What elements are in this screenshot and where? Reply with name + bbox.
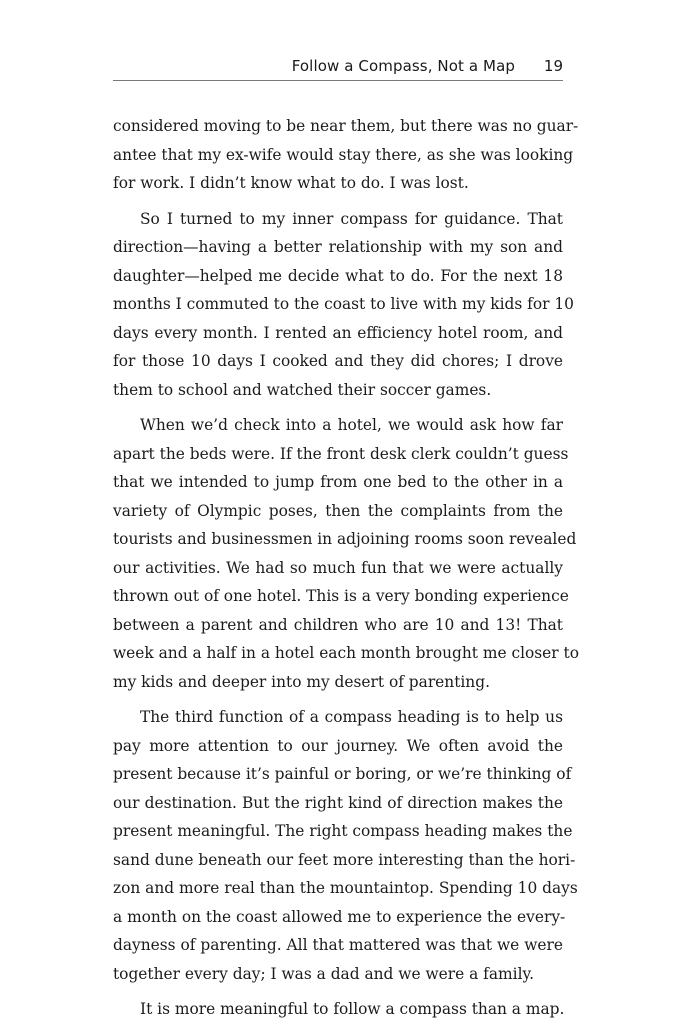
- text-line: thrown out of one hotel. This is a very bonding experience: [113, 587, 569, 605]
- text-line: When we’d check into a hotel, we would ask how far: [140, 416, 563, 434]
- text-line: for those 10 days I cooked and they did chores; I drove: [113, 352, 563, 370]
- text-line: that we intended to jump from one bed to the other in a: [113, 473, 563, 491]
- text-line: our destination. But the right kind of direction makes the: [113, 793, 563, 812]
- text-line: The third function of a compass heading is to help us: [140, 708, 563, 726]
- page-number: 19: [543, 57, 563, 75]
- text-line: apart the beds were. If the front desk clerk couldn’t guess: [113, 444, 569, 463]
- text-line: present because it’s painful or boring, or we’re thinking of: [113, 765, 572, 783]
- text-line: direction—having a better relationship with my son and: [113, 238, 563, 256]
- text-line: them to school and watched their soccer games.: [113, 380, 492, 399]
- text-line: a month on the coast allowed me to experience the every-: [113, 907, 566, 926]
- text-line: sand dune beneath our feet more interesting than the hori-: [113, 850, 576, 869]
- paragraph: [113, 703, 578, 988]
- text-line: considered moving to be near them, but there was no guar-: [113, 117, 579, 135]
- paragraph: [113, 995, 563, 1024]
- text-line: variety of Olympic poses, then the complaints from the: [113, 501, 563, 520]
- paragraph: [113, 112, 579, 198]
- text-line: dayness of parenting. All that mattered was that we were: [113, 936, 563, 954]
- text-line: zon and more real than the mountaintop. Spending 10 days: [113, 879, 578, 897]
- running-header: [113, 52, 563, 78]
- text-line: So I turned to my inner compass for guidance. That: [140, 209, 563, 228]
- paragraph: [113, 205, 574, 405]
- text-line: for work. I didn’t know what to do. I was lost.: [113, 174, 469, 192]
- text-line: antee that my ex-wife would stay there, as she was looking: [113, 145, 574, 164]
- paragraph: [113, 411, 579, 696]
- text-line: days every month. I rented an efficiency hotel room, and: [113, 323, 563, 342]
- text-line: my kids and deeper into my desert of parenting.: [113, 672, 490, 691]
- text-line: week and a half in a hotel each month brought me closer to: [113, 644, 579, 662]
- body-text: [113, 112, 579, 1024]
- text-line: It is more meaningful to follow a compass than a map.: [140, 1000, 565, 1018]
- text-line: tourists and businessmen in adjoining rooms soon revealed: [113, 530, 577, 548]
- text-line: daughter—helped me decide what to do. For the next 18: [113, 266, 563, 285]
- text-line: together every day; I was a dad and we were a family.: [113, 964, 535, 983]
- text-line: pay more attention to our journey. We often avoid the: [113, 736, 563, 755]
- running-title: Follow a Compass, Not a Map: [291, 57, 515, 75]
- text-line: present meaningful. The right compass heading makes the: [113, 822, 573, 840]
- text-line: our activities. We had so much fun that we were actually: [113, 558, 563, 577]
- text-line: months I commuted to the coast to live with my kids for 10: [113, 295, 574, 313]
- text-line: between a parent and children who are 10 and 13! That: [113, 615, 563, 634]
- header-rule: [113, 80, 563, 81]
